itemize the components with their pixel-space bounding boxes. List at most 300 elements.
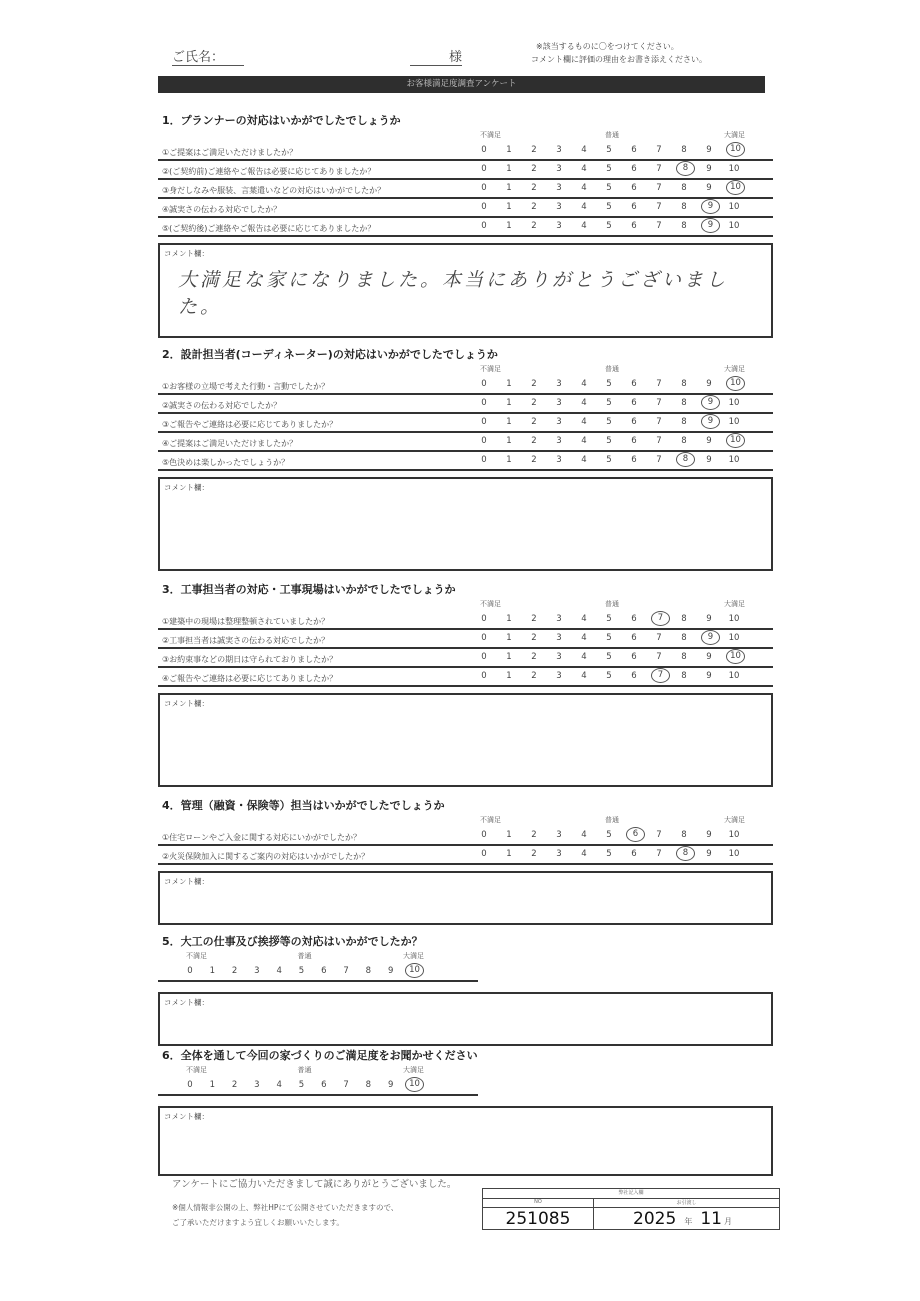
rating-option[interactable]: 9	[706, 652, 712, 662]
no-value: 251085	[505, 1209, 571, 1229]
section-3	[158, 581, 773, 787]
question-row	[158, 376, 773, 395]
rating-option[interactable]: 1	[209, 966, 215, 976]
rating-option[interactable]: 8	[681, 145, 687, 155]
rating-option-selected[interactable]: 6	[626, 827, 645, 842]
section-title: 3．工事担当者の対応・工事現場はいかがでしたでしょうか	[162, 583, 456, 596]
rating-option[interactable]: 0	[481, 164, 487, 174]
scale-label-high: 大満足	[724, 600, 745, 608]
question-row	[158, 433, 773, 452]
comment-box[interactable]	[158, 243, 773, 338]
question-text: ④ご報告やご連絡は必要に応じてありましたか？	[162, 674, 338, 683]
rating-option[interactable]: 2	[531, 436, 537, 446]
rating-option[interactable]: 0	[481, 379, 487, 389]
instruction-comment: コメント欄に評価の理由をお書き添えください。	[531, 55, 707, 64]
rating-option[interactable]: 6	[631, 202, 637, 212]
rating-option[interactable]: 6	[631, 164, 637, 174]
rating-option[interactable]: 7	[656, 417, 662, 427]
section-5	[158, 933, 773, 1046]
rating-option-selected[interactable]: 8	[676, 452, 695, 467]
question-text: ④誠実さの伝わる対応でしたか？	[162, 205, 282, 214]
scale-label-low: 不満足	[480, 365, 501, 373]
year: 2025	[633, 1209, 677, 1229]
comment-label: コメント欄：	[164, 699, 209, 708]
question-row	[158, 395, 773, 414]
rating-option-selected[interactable]: 10	[726, 376, 745, 391]
scale-label-mid: 普通	[605, 365, 619, 373]
rating-option[interactable]: 3	[556, 145, 562, 155]
question-text: ①お客様の立場で考えた行動・言動でしたか？	[162, 382, 330, 391]
rating-option[interactable]: 4	[581, 202, 587, 212]
rating-option-selected[interactable]: 10	[726, 433, 745, 448]
rating-option[interactable]: 3	[556, 417, 562, 427]
rating-option[interactable]: 4	[276, 1080, 282, 1090]
question-text: ①住宅ローンやご入金に関する対応にいかがでしたか？	[162, 833, 362, 842]
rating-option[interactable]: 6	[631, 652, 637, 662]
question-row	[158, 827, 773, 846]
rating-option[interactable]: 8	[681, 436, 687, 446]
scale-label-low: 不満足	[186, 952, 207, 960]
scale-label-low: 不満足	[480, 816, 501, 824]
question-text: ②火災保険加入に関するご案内の対応はいかがでしたか？	[162, 852, 370, 861]
rating-option[interactable]: 2	[531, 398, 537, 408]
rating-option[interactable]: 2	[531, 379, 537, 389]
rating-option[interactable]: 8	[681, 830, 687, 840]
month: 11	[700, 1209, 722, 1229]
scale-header	[158, 597, 773, 611]
rating-option[interactable]: 8	[681, 633, 687, 643]
rating-option[interactable]: 7	[656, 145, 662, 155]
rating-option[interactable]: 8	[681, 417, 687, 427]
scale-header	[158, 813, 773, 827]
question-row	[158, 668, 773, 687]
rating-option[interactable]: 6	[631, 671, 637, 681]
rating-option[interactable]: 6	[631, 436, 637, 446]
rating-option[interactable]: 3	[556, 849, 562, 859]
rating-option[interactable]: 2	[231, 966, 238, 976]
rating-option[interactable]: 5	[606, 164, 612, 174]
scale-header	[158, 949, 773, 963]
rating-option[interactable]: 2	[531, 671, 537, 681]
question-row	[158, 180, 773, 199]
rating-option[interactable]: 2	[531, 164, 537, 174]
question-text: ①建築中の現場は整理整頓されていましたか？	[162, 617, 330, 626]
rating-option[interactable]: 5	[606, 614, 612, 624]
rating-option-selected[interactable]: 10	[405, 1077, 424, 1092]
rating-option[interactable]: 5	[606, 202, 612, 212]
question-text: ⑤色決めは楽しかったでしょうか？	[162, 458, 290, 467]
question-row	[158, 199, 773, 218]
rating-option[interactable]: 4	[581, 652, 587, 662]
rating-option[interactable]: 7	[656, 455, 662, 465]
rating-option[interactable]: 3	[556, 398, 562, 408]
rating-option[interactable]: 3	[254, 966, 260, 976]
rating-option[interactable]: 0	[481, 614, 487, 624]
rating-option-selected[interactable]: 9	[701, 395, 720, 410]
rating-option[interactable]: 2	[531, 417, 537, 427]
thanks-message: アンケートにご協力いただきまして誠にありがとうございました。	[172, 1179, 457, 1190]
rating-option[interactable]: 1	[506, 652, 512, 662]
rating-option[interactable]: 1	[209, 1080, 215, 1090]
rating-option[interactable]: 2	[531, 455, 537, 465]
rating-option[interactable]: 4	[581, 633, 587, 643]
rating-option[interactable]: 4	[581, 379, 587, 389]
rating-option[interactable]: 9	[706, 145, 712, 155]
question-row	[158, 1077, 478, 1096]
rating-option[interactable]: 1	[506, 614, 512, 624]
rating-option[interactable]: 2	[231, 1080, 238, 1090]
rating-option[interactable]: 1	[506, 379, 512, 389]
office-use-title: 弊社記入欄	[483, 1189, 779, 1199]
question-text: ⑤(ご契約後)ご連絡やご報告は必要に応じてありましたか？	[162, 224, 376, 233]
rating-option[interactable]: 5	[606, 849, 612, 859]
scale-header	[158, 1063, 773, 1077]
rating-option[interactable]: 8	[365, 966, 372, 976]
rating-option[interactable]: 0	[481, 145, 487, 155]
rating-option[interactable]: 5	[606, 436, 612, 446]
scale-label-high: 大満足	[724, 131, 745, 139]
rating-option[interactable]: 1	[506, 202, 512, 212]
scale-header	[158, 128, 773, 142]
rating-option[interactable]: 6	[631, 145, 637, 155]
rating-option[interactable]: 2	[531, 830, 537, 840]
rating-option[interactable]: 10	[728, 633, 740, 643]
rating-option[interactable]: 9	[706, 671, 712, 681]
rating-option[interactable]: 10	[728, 830, 740, 840]
rating-option[interactable]: 9	[387, 966, 394, 976]
rating-option[interactable]: 3	[556, 164, 562, 174]
rating-option[interactable]: 9	[706, 849, 712, 859]
scale-header	[158, 362, 773, 376]
rating-option[interactable]: 6	[631, 183, 637, 193]
section-2	[158, 346, 773, 571]
rating-option[interactable]: 3	[556, 671, 562, 681]
rating-option[interactable]: 5	[606, 830, 612, 840]
question-text: ③身だしなみや服装、言葉遣いなどの対応はいかがでしたか？	[162, 186, 386, 195]
rating-option[interactable]: 1	[506, 849, 512, 859]
question-row	[158, 218, 773, 237]
rating-option[interactable]: 10	[728, 417, 740, 427]
rating-option-selected[interactable]: 9	[701, 630, 720, 645]
rating-option[interactable]: 2	[531, 614, 537, 624]
rating-option[interactable]: 4	[581, 849, 587, 859]
question-row	[158, 414, 773, 433]
rating-option[interactable]: 0	[481, 202, 487, 212]
rating-option[interactable]: 0	[481, 183, 487, 193]
rating-option[interactable]: 9	[706, 379, 712, 389]
instruction-circle: ※該当するものに〇をつけてください。	[536, 42, 679, 51]
rating-option[interactable]: 10	[728, 614, 740, 624]
rating-option[interactable]: 1	[506, 164, 512, 174]
year-unit: 年	[684, 1217, 693, 1226]
no-label: NO	[483, 1199, 593, 1208]
rating-option[interactable]: 6	[631, 849, 637, 859]
rating-option[interactable]: 3	[556, 221, 562, 231]
rating-option[interactable]: 9	[387, 1080, 394, 1090]
question-row	[158, 611, 773, 630]
rating-option[interactable]: 1	[506, 145, 512, 155]
rating-option[interactable]: 2	[531, 633, 537, 643]
scale-label-high: 大満足	[724, 365, 745, 373]
rating-option[interactable]: 10	[728, 164, 740, 174]
rating-option[interactable]: 4	[581, 671, 587, 681]
rating-option[interactable]: 8	[681, 398, 687, 408]
rating-option[interactable]: 3	[556, 183, 562, 193]
rating-option[interactable]: 9	[706, 436, 712, 446]
question-row	[158, 142, 773, 161]
rating-option[interactable]: 1	[506, 183, 512, 193]
rating-option-selected[interactable]: 8	[676, 846, 695, 861]
rating-option[interactable]: 3	[556, 436, 562, 446]
rating-option[interactable]: 4	[581, 183, 587, 193]
rating-option[interactable]: 8	[681, 614, 687, 624]
comment-label: コメント欄：	[164, 249, 209, 258]
question-text: ④ご提案はご満足いただけましたか？	[162, 439, 298, 448]
rating-option-selected[interactable]: 7	[651, 668, 670, 683]
rating-option[interactable]: 0	[187, 1080, 193, 1090]
rating-option[interactable]: 10	[728, 455, 740, 465]
scale-label-mid: 普通	[605, 816, 619, 824]
rating-option[interactable]: 0	[481, 398, 487, 408]
section-4	[158, 797, 773, 925]
comment-box[interactable]	[158, 871, 773, 925]
comment-label: コメント欄：	[164, 998, 209, 1007]
question-text: ②(ご契約前)ご連絡やご報告は必要に応じてありましたか？	[162, 167, 376, 176]
rating-option[interactable]: 6	[631, 398, 637, 408]
question-text: ③お約束事などの期日は守られておりましたか？	[162, 655, 338, 664]
privacy-note-line: ※個人情報非公開の上、弊社HPにて公開させていただきますので、	[172, 1203, 399, 1212]
privacy-note	[172, 1200, 398, 1230]
rating-option[interactable]: 2	[531, 221, 537, 231]
scale-label-high: 大満足	[403, 952, 424, 960]
rating-option[interactable]: 7	[656, 221, 662, 231]
section-title: 1．プランナーの対応はいかがでしたでしょうか	[162, 114, 401, 127]
question-text: ②誠実さの伝わる対応でしたか？	[162, 401, 282, 410]
rating-option[interactable]: 3	[254, 1080, 260, 1090]
comment-label: コメント欄：	[164, 483, 209, 492]
rating-option[interactable]: 4	[581, 417, 587, 427]
rating-option[interactable]: 2	[531, 849, 537, 859]
rating-option[interactable]: 0	[481, 652, 487, 662]
rating-option[interactable]: 7	[656, 379, 662, 389]
rating-option[interactable]: 1	[506, 436, 512, 446]
survey-title-banner: お客様満足度調査アンケート	[158, 76, 765, 93]
rating-option-selected[interactable]: 10	[405, 963, 424, 978]
rating-option[interactable]: 4	[276, 966, 282, 976]
rating-option[interactable]: 6	[321, 966, 327, 976]
rating-option[interactable]: 8	[681, 671, 687, 681]
rating-option[interactable]: 2	[531, 183, 537, 193]
handwritten-comment: 大満足な家になりました。本当にありがとうございました。	[178, 269, 729, 318]
rating-option[interactable]: 9	[706, 614, 712, 624]
rating-option[interactable]: 4	[581, 164, 587, 174]
comment-box[interactable]	[158, 992, 773, 1046]
rating-option[interactable]: 6	[631, 417, 637, 427]
rating-option-selected[interactable]: 10	[726, 180, 745, 195]
question-row	[158, 649, 773, 668]
section-title: 6．全体を通して今回の家づくりのご満足度をお聞かせください	[162, 1049, 478, 1062]
rating-option[interactable]: 8	[681, 652, 687, 662]
question-row	[158, 161, 773, 180]
rating-option[interactable]: 6	[631, 221, 637, 231]
rating-option[interactable]: 1	[506, 633, 512, 643]
rating-option[interactable]: 5	[606, 455, 612, 465]
rating-option-selected[interactable]: 7	[651, 611, 670, 626]
rating-option[interactable]: 0	[481, 633, 487, 643]
rating-option[interactable]: 7	[656, 436, 662, 446]
rating-option-selected[interactable]: 8	[676, 161, 695, 176]
rating-option[interactable]: 10	[728, 398, 740, 408]
question-text: ③ご報告やご連絡は必要に応じてありましたか？	[162, 420, 338, 429]
comment-box[interactable]	[158, 693, 773, 787]
rating-option[interactable]: 5	[606, 379, 612, 389]
rating-option-selected[interactable]: 9	[701, 414, 720, 429]
section-6	[158, 1047, 773, 1176]
instructions	[531, 40, 707, 66]
rating-option[interactable]: 5	[606, 652, 612, 662]
section-title: 4．管理（融資・保険等）担当はいかがでしたでしょうか	[162, 799, 445, 812]
rating-option[interactable]: 5	[606, 221, 612, 231]
rating-option[interactable]: 5	[606, 145, 612, 155]
office-use-box	[482, 1188, 780, 1230]
rating-option[interactable]: 2	[531, 652, 537, 662]
rating-option[interactable]: 3	[556, 652, 562, 662]
scale-label-high: 大満足	[403, 1066, 424, 1074]
rating-option[interactable]: 7	[656, 849, 662, 859]
question-row	[158, 452, 773, 471]
rating-option[interactable]: 0	[481, 436, 487, 446]
rating-option[interactable]: 7	[343, 966, 349, 976]
rating-option[interactable]: 5	[606, 183, 612, 193]
question-text: ②工事担当者は誠実さの伝わる対応でしたか？	[162, 636, 330, 645]
rating-option[interactable]: 7	[656, 633, 662, 643]
rating-option[interactable]: 5	[606, 417, 612, 427]
rating-option[interactable]: 4	[581, 221, 587, 231]
rating-option[interactable]: 7	[656, 164, 662, 174]
rating-option[interactable]: 9	[706, 830, 712, 840]
rating-option[interactable]: 1	[506, 417, 512, 427]
section-1	[158, 112, 773, 338]
rating-option[interactable]: 1	[506, 830, 512, 840]
rating-option[interactable]: 4	[581, 830, 587, 840]
customer-name-label: ご氏名：	[172, 46, 244, 66]
rating-option[interactable]: 5	[298, 966, 305, 976]
rating-option[interactable]: 8	[365, 1080, 372, 1090]
rating-option-selected[interactable]: 9	[701, 218, 720, 233]
rating-option[interactable]: 2	[531, 145, 537, 155]
rating-option[interactable]: 5	[606, 633, 612, 643]
rating-option-selected[interactable]: 10	[726, 649, 745, 664]
comment-box[interactable]	[158, 477, 773, 571]
scale-label-mid: 普通	[297, 952, 312, 960]
rating-option[interactable]: 6	[631, 455, 637, 465]
rating-option[interactable]: 8	[681, 221, 687, 231]
rating-option[interactable]: 0	[481, 221, 487, 231]
honorific: 様	[410, 46, 462, 66]
rating-option[interactable]: 3	[556, 455, 562, 465]
rating-option[interactable]: 0	[187, 966, 193, 976]
rating-option[interactable]: 4	[581, 398, 587, 408]
rating-option[interactable]: 1	[506, 398, 512, 408]
rating-option[interactable]: 1	[506, 221, 512, 231]
rating-option[interactable]: 9	[706, 455, 712, 465]
rating-option[interactable]: 3	[556, 830, 562, 840]
rating-option[interactable]: 4	[581, 455, 587, 465]
rating-option[interactable]: 0	[481, 455, 487, 465]
rating-option[interactable]: 3	[556, 202, 562, 212]
scale-label-mid: 普通	[297, 1066, 312, 1074]
rating-option[interactable]: 1	[506, 455, 512, 465]
rating-option[interactable]: 5	[606, 398, 612, 408]
rating-option[interactable]: 5	[298, 1080, 305, 1090]
section-title: 2．設計担当者(コーディネーター)の対応はいかがでしたでしょうか	[162, 348, 498, 361]
question-text: ①ご提案はご満足いただけましたか？	[162, 148, 298, 157]
question-row	[158, 846, 773, 865]
rating-option[interactable]: 7	[656, 202, 662, 212]
rating-option[interactable]: 1	[506, 671, 512, 681]
rating-option[interactable]: 6	[631, 379, 637, 389]
scale-label-mid: 普通	[605, 600, 619, 608]
rating-option[interactable]: 9	[706, 183, 712, 193]
rating-option[interactable]: 2	[531, 202, 537, 212]
rating-option[interactable]: 3	[556, 633, 562, 643]
rating-option-selected[interactable]: 9	[701, 199, 720, 214]
comment-label: コメント欄：	[164, 877, 209, 886]
privacy-note-line: ご了承いただけますよう宜しくお願いいたします。	[172, 1218, 344, 1227]
rating-option[interactable]: 7	[656, 183, 662, 193]
scale-label-high: 大満足	[724, 816, 745, 824]
rating-option[interactable]: 10	[728, 221, 740, 231]
rating-option[interactable]: 10	[728, 202, 740, 212]
rating-option-selected[interactable]: 10	[726, 142, 745, 157]
rating-option[interactable]: 6	[321, 1080, 327, 1090]
rating-option[interactable]: 4	[581, 145, 587, 155]
rating-option[interactable]: 0	[481, 417, 487, 427]
rating-option[interactable]: 4	[581, 436, 587, 446]
handover-date	[594, 1208, 779, 1233]
rating-option[interactable]: 7	[656, 652, 662, 662]
rating-option[interactable]: 7	[656, 398, 662, 408]
month-unit: 月	[723, 1217, 732, 1226]
rating-option[interactable]: 0	[481, 830, 487, 840]
rating-option[interactable]: 5	[606, 671, 612, 681]
rating-option[interactable]: 8	[681, 202, 687, 212]
scale-label-mid: 普通	[605, 131, 619, 139]
scale-label-low: 不満足	[480, 600, 501, 608]
rating-option[interactable]: 10	[728, 671, 740, 681]
rating-option[interactable]: 6	[631, 614, 637, 624]
rating-option[interactable]: 6	[631, 633, 637, 643]
rating-option[interactable]: 10	[728, 849, 740, 859]
rating-option[interactable]: 7	[343, 1080, 349, 1090]
rating-option[interactable]: 0	[481, 671, 487, 681]
scale-label-low: 不満足	[480, 131, 501, 139]
rating-option[interactable]: 4	[581, 614, 587, 624]
rating-option[interactable]: 9	[706, 164, 712, 174]
section-title: 5．大工の仕事及び挨拶等の対応はいかがでしたか？	[162, 935, 423, 948]
question-row	[158, 963, 478, 982]
rating-option[interactable]: 7	[656, 830, 662, 840]
rating-option[interactable]: 3	[556, 614, 562, 624]
comment-box[interactable]	[158, 1106, 773, 1176]
rating-option[interactable]: 8	[681, 183, 687, 193]
scale-label-low: 不満足	[186, 1066, 207, 1074]
question-row	[158, 630, 773, 649]
rating-option[interactable]: 0	[481, 849, 487, 859]
rating-option[interactable]: 3	[556, 379, 562, 389]
comment-label: コメント欄：	[164, 1112, 209, 1121]
rating-option[interactable]: 8	[681, 379, 687, 389]
